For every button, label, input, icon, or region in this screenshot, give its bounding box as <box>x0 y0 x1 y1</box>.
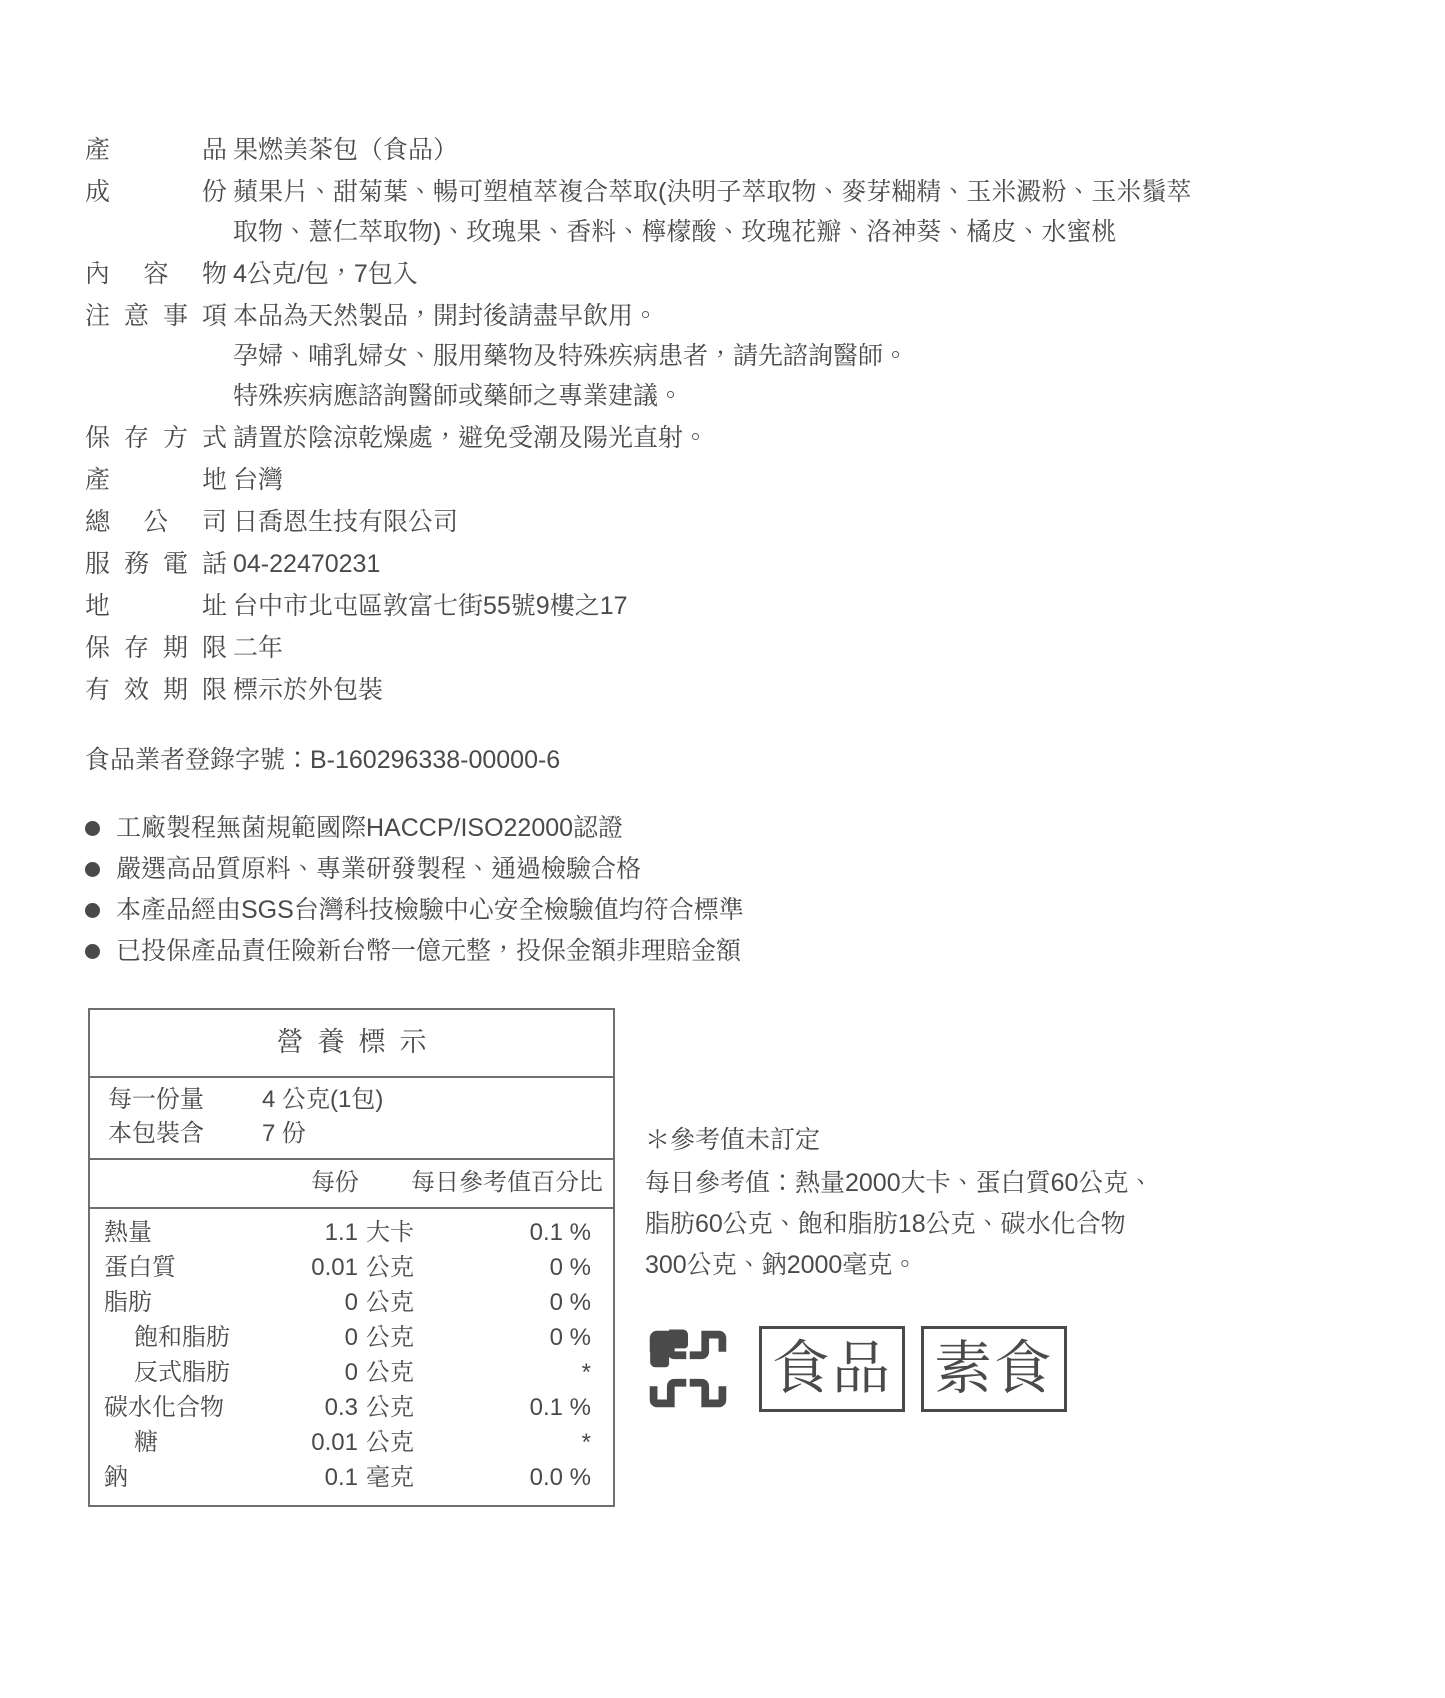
nutrient-daily-value: * <box>581 1359 591 1386</box>
spec-row-precautions <box>85 296 1335 416</box>
nutrition-table-title: 營養標示 <box>90 1010 613 1078</box>
nutrition-row-saturated-fat <box>90 1320 613 1355</box>
spec-row-phone <box>85 544 1335 584</box>
spec-row-ingredients <box>85 172 1335 252</box>
spec-value-line: 台中市北屯區敦富七街55號9樓之17 <box>233 592 628 620</box>
bullet-text: 工廠製程無菌規範國際HACCP/ISO22000認證 <box>116 814 624 842</box>
nutrient-name: 糖 <box>134 1429 158 1456</box>
nutrition-rows <box>90 1209 613 1505</box>
spec-row-company <box>85 502 1335 542</box>
spec-value-line: 孕婦、哺乳婦女、服用藥物及特殊疾病患者，請先諮詢醫師。 <box>233 342 909 370</box>
nutrition-row-trans-fat <box>90 1355 613 1390</box>
nutrient-daily-value: 0.0 % <box>529 1464 591 1491</box>
spec-label: 總公司 <box>85 508 227 536</box>
certification-logos <box>645 1326 1285 1412</box>
spec-value <box>233 460 1335 500</box>
nutrient-name: 鈉 <box>104 1464 128 1491</box>
nutrient-amount: 0.01 <box>311 1429 358 1456</box>
asterisk-note: ＊參考值未訂定 <box>645 1126 821 1154</box>
nutrient-name: 碳水化合物 <box>104 1394 224 1421</box>
spec-value <box>233 418 1335 458</box>
spec-value-line: 二年 <box>233 634 284 662</box>
vegetarian-certification-logo: 素食 <box>921 1326 1067 1412</box>
spec-row-expiry <box>85 670 1335 710</box>
bullet-item <box>85 849 1445 890</box>
certification-bullet-list <box>85 808 1445 972</box>
spec-label: 有效期限 <box>85 676 227 704</box>
nutrient-amount: 0.3 <box>324 1394 358 1421</box>
spec-label: 服務電話 <box>85 550 227 578</box>
spec-label: 注意事項 <box>85 302 227 330</box>
servings-per-container-label: 本包裝含 <box>108 1120 204 1147</box>
column-header-per-serving: 每份 <box>311 1169 359 1196</box>
spec-label: 保存期限 <box>85 634 227 662</box>
nutrition-column-headers <box>90 1160 613 1209</box>
food-certification-logo: 食品 <box>759 1326 905 1412</box>
serving-info-block <box>90 1078 613 1160</box>
nutrient-daily-value: 0 % <box>549 1254 591 1281</box>
spec-row-shelf-life <box>85 628 1335 668</box>
spec-row-origin <box>85 460 1335 500</box>
bullet-dot-icon <box>85 944 100 959</box>
nutrition-row-calories <box>90 1215 613 1250</box>
nutrient-unit: 毫克 <box>366 1464 414 1491</box>
spec-value <box>233 502 1335 542</box>
spec-row-storage <box>85 418 1335 458</box>
nutrient-amount: 0 <box>344 1324 358 1351</box>
bullet-item <box>85 808 1445 849</box>
spec-row-content <box>85 254 1335 294</box>
spec-value <box>233 254 1335 294</box>
nutrition-row-sodium <box>90 1460 613 1495</box>
spec-label: 成份 <box>85 178 227 206</box>
spec-value-line: 日喬恩生技有限公司 <box>233 508 459 536</box>
nutrient-name: 脂肪 <box>104 1289 152 1316</box>
spec-value-line: 本品為天然製品，開封後請盡早飲用。 <box>233 302 659 330</box>
nutrient-daily-value: 0 % <box>549 1324 591 1351</box>
bullet-text: 已投保產品責任險新台幣一億元整，投保金額非理賠金額 <box>116 937 742 965</box>
spec-value-line: 04-22470231 <box>233 550 381 578</box>
nutrient-name: 熱量 <box>104 1219 152 1246</box>
nutrient-name: 蛋白質 <box>104 1254 176 1281</box>
spec-value-line: 特殊疾病應諮詢醫師或藥師之專業建議。 <box>233 382 684 410</box>
reference-note-line: 脂肪60公克、飽和脂肪18公克、碳水化合物 <box>645 1210 1126 1238</box>
bullet-text: 嚴選高品質原料、專業研發製程、通過檢驗合格 <box>116 855 642 883</box>
nutrition-section <box>0 1008 1445 1507</box>
spec-value-line: 取物、薏仁萃取物)、玫瑰果、香料、檸檬酸、玫瑰花瓣、洛神葵、橘皮、水蜜桃 <box>233 218 1117 246</box>
spec-value <box>233 296 1335 416</box>
nutrient-unit: 公克 <box>366 1394 414 1421</box>
bullet-item <box>85 931 1445 972</box>
recycling-icon <box>645 1326 731 1412</box>
spec-row-address <box>85 586 1335 626</box>
spec-label: 產地 <box>85 466 227 494</box>
daily-reference-notes <box>645 1008 1285 1412</box>
spec-value <box>233 628 1335 668</box>
nutrient-unit: 公克 <box>366 1254 414 1281</box>
bullet-dot-icon <box>85 821 100 836</box>
servings-per-container-value: 7 份 <box>262 1120 307 1147</box>
nutrient-daily-value: 0.1 % <box>529 1219 591 1246</box>
nutrition-row-sugar <box>90 1425 613 1460</box>
spec-value <box>233 544 1335 584</box>
nutrient-unit: 公克 <box>366 1289 414 1316</box>
nutrient-daily-value: * <box>581 1429 591 1456</box>
serving-size-value: 4 公克(1包) <box>262 1086 384 1113</box>
spec-value <box>233 130 1335 170</box>
nutrient-unit: 公克 <box>366 1429 414 1456</box>
nutrient-unit: 大卡 <box>366 1219 414 1246</box>
nutrient-unit: 公克 <box>366 1359 414 1386</box>
nutrient-daily-value: 0 % <box>549 1289 591 1316</box>
reference-note-line: 300公克、鈉2000毫克。 <box>645 1251 918 1279</box>
spec-value-line: 標示於外包裝 <box>233 676 384 704</box>
food-business-registration-number: 食品業者登錄字號：B-160296338-00000-6 <box>85 746 561 774</box>
serving-size-row <box>90 1083 613 1117</box>
spec-label: 保存方式 <box>85 424 227 452</box>
nutrient-unit: 公克 <box>366 1324 414 1351</box>
nutrition-facts-table <box>88 1008 615 1507</box>
spec-value-line: 4公克/包，7包入 <box>233 260 418 288</box>
nutrient-amount: 1.1 <box>324 1219 358 1246</box>
serving-size-label: 每一份量 <box>108 1086 204 1113</box>
spec-label: 地址 <box>85 592 227 620</box>
bullet-dot-icon <box>85 862 100 877</box>
spec-value-line: 台灣 <box>233 466 284 494</box>
spec-label: 產品 <box>85 136 227 164</box>
nutrition-row-carbohydrate <box>90 1390 613 1425</box>
reference-note-line: 每日參考值：熱量2000大卡、蛋白質60公克、 <box>645 1169 1154 1197</box>
servings-per-container-row <box>90 1117 613 1151</box>
spec-row-product <box>85 130 1335 170</box>
nutrient-name: 反式脂肪 <box>134 1359 230 1386</box>
specification-list <box>85 130 1335 710</box>
nutrient-amount: 0.01 <box>311 1254 358 1281</box>
nutrient-daily-value: 0.1 % <box>529 1394 591 1421</box>
nutrient-name: 飽和脂肪 <box>134 1324 230 1351</box>
nutrition-row-fat <box>90 1285 613 1320</box>
bullet-item <box>85 890 1445 931</box>
spec-value-line: 蘋果片、甜菊葉、暢可塑植萃複合萃取(決明子萃取物、麥芽糊精、玉米澱粉、玉米鬚萃 <box>233 178 1192 206</box>
nutrition-row-protein <box>90 1250 613 1285</box>
spec-value <box>233 586 1335 626</box>
bullet-text: 本產品經由SGS台灣科技檢驗中心安全檢驗值均符合標準 <box>116 896 744 924</box>
nutrient-amount: 0 <box>344 1289 358 1316</box>
spec-value <box>233 172 1335 252</box>
column-header-blank <box>90 1162 280 1204</box>
column-header-daily-value: 每日參考值百分比 <box>411 1169 603 1196</box>
bullet-dot-icon <box>85 903 100 918</box>
nutrient-amount: 0 <box>344 1359 358 1386</box>
spec-value-line: 請置於陰涼乾燥處，避免受潮及陽光直射。 <box>233 424 709 452</box>
nutrient-amount: 0.1 <box>324 1464 358 1491</box>
spec-value <box>233 670 1335 710</box>
spec-value-line: 果燃美茶包（食品） <box>233 136 459 164</box>
spec-label: 內容物 <box>85 260 227 288</box>
